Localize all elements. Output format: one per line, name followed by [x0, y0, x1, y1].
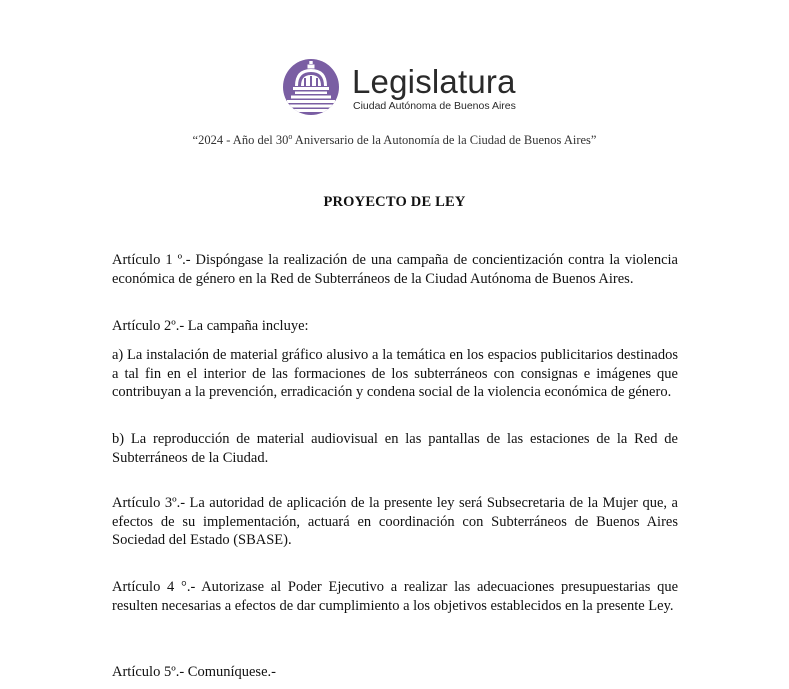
article-2-item-b: b) La reproducción de material audiovisual en las pantallas de las estaciones de la Red de Subterráneos de la Ciudad. — [112, 431, 678, 466]
article-4: Artículo 4 °.- Autorizase al Poder Ejecutivo a realizar las adecuaciones presupuestarias que resulten necesarias a efectos de dar cumplimiento a los objetivos establecidos en la presente Ley. — [112, 579, 678, 614]
article-5: Artículo 5º.- Comuníquese.- — [112, 664, 276, 680]
brand-block — [352, 61, 516, 113]
brand-subtitle: Ciudad Autónoma de Buenos Aires — [353, 100, 516, 112]
motto-superscript: o — [288, 131, 293, 141]
year-motto — [0, 133, 789, 148]
brand-name: Legislatura — [352, 63, 516, 100]
motto-text-end: Aniversario de la Autonomía de la Ciudad de Buenos Aires” — [292, 133, 597, 147]
article-2-item-a: a) La instalación de material gráfico alusivo a la temática en los espacios publicitarios destinados a tal fin en el interior de las formaciones de los subterráneos con consignas e imágenes que contribuyan a la prevención, erradicación y condena social de la violencia económica de género. — [112, 347, 678, 400]
letterhead — [282, 56, 516, 118]
document-title: PROYECTO DE LEY — [323, 194, 466, 210]
article-1: Artículo 1 º.- Dispóngase la realización de una campaña de concientización contra la violencia económica de género en la Red de Subterráneos de la Ciudad Autónoma de Buenos Aires. — [112, 252, 678, 287]
article-2: Artículo 2º.- La campaña incluye: — [112, 318, 309, 334]
article-3: Artículo 3º.- La autoridad de aplicación de la presente ley será Subsecretaria de la Mujer que, a efectos de su implementación, actuará en coordinación con Subterráneos de Buenos Aires Sociedad del Estado (SBASE). — [112, 495, 678, 548]
motto-text-start: “2024 - Año del 30 — [192, 133, 289, 147]
legislature-dome-icon — [282, 56, 340, 118]
